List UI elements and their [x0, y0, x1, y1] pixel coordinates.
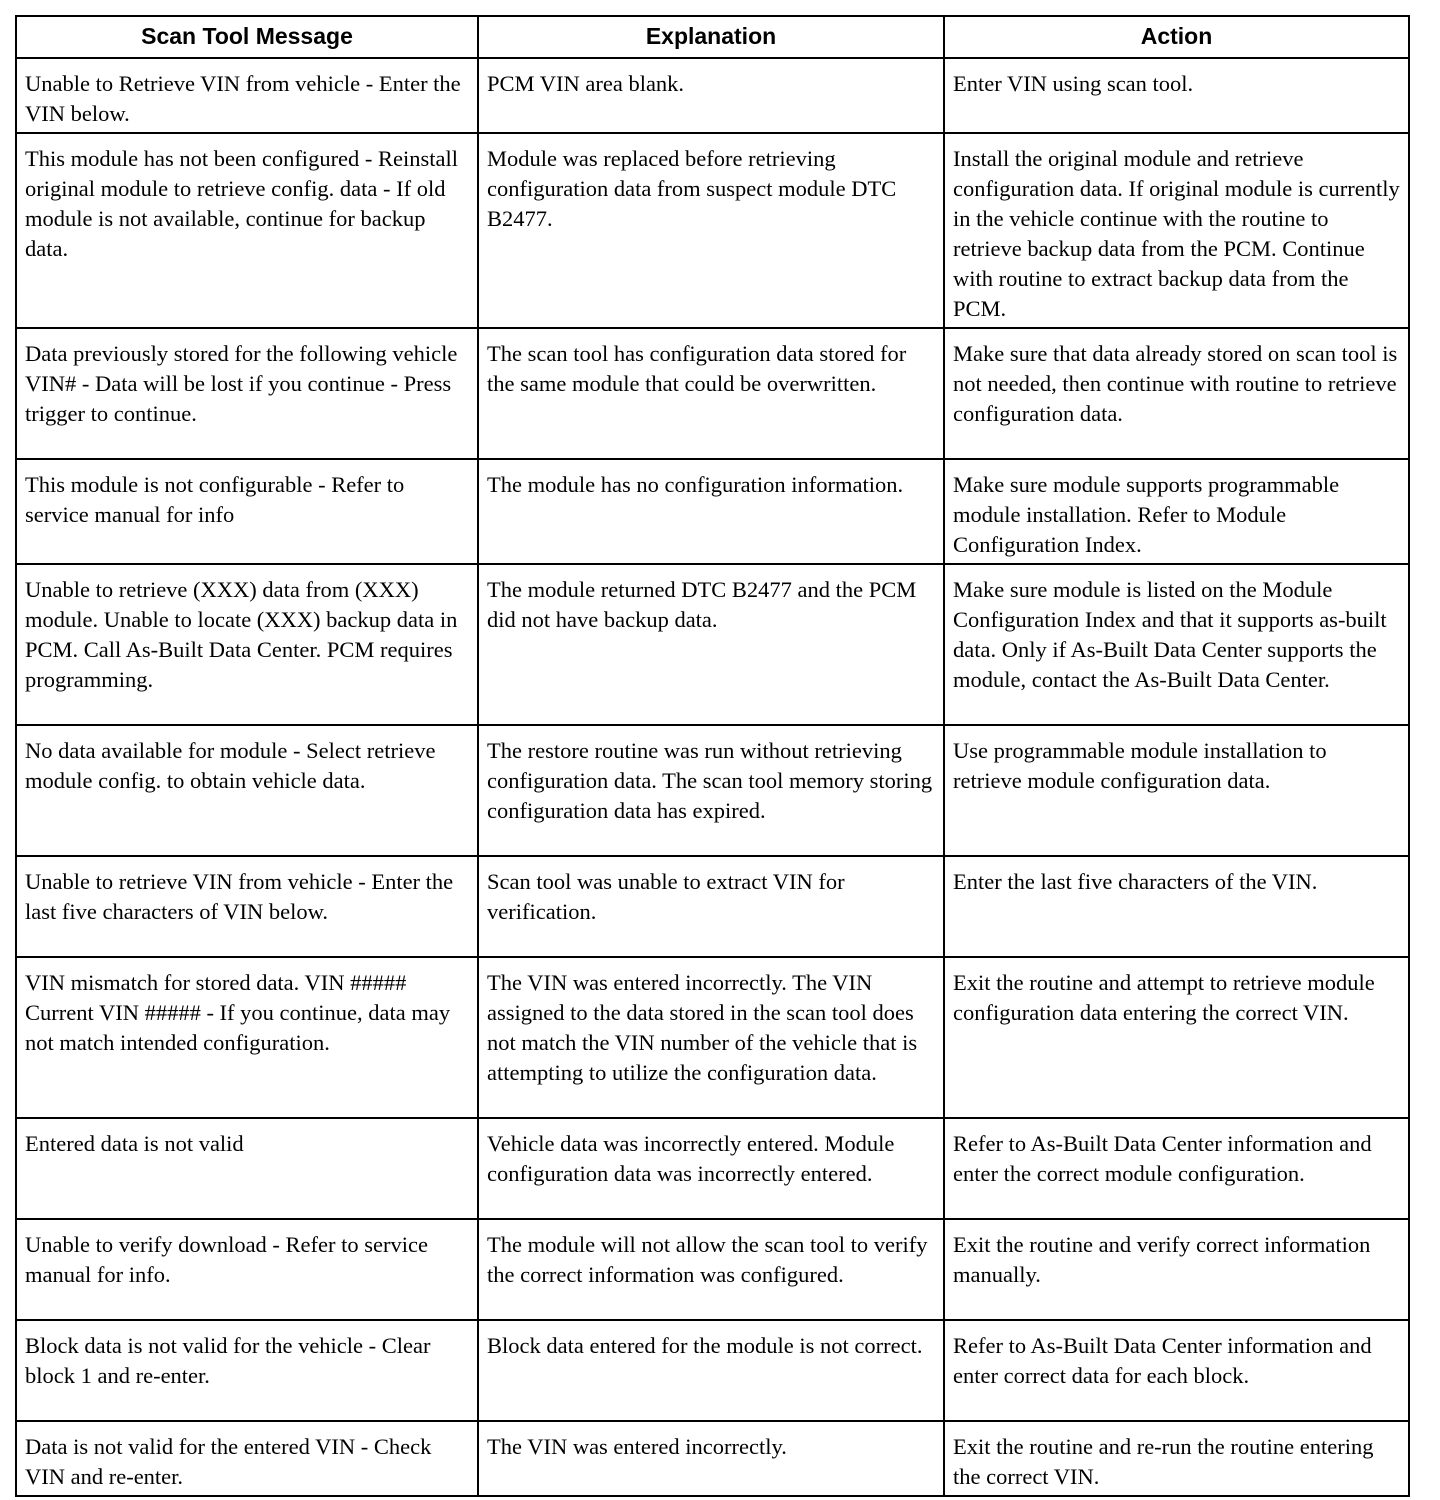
- scan-tool-message-table: [15, 15, 1410, 1497]
- explanation-cell: The VIN was entered incorrectly. The VIN assigned to the data stored in the scan tool does not match the VIN number of the vehicle that is attempting to utilize the configuration data.: [478, 957, 944, 1118]
- explanation-cell: Scan tool was unable to extract VIN for verification.: [478, 856, 944, 957]
- action-cell: Make sure module is listed on the Module Configuration Index and that it supports as-built data. Only if As-Built Data Center supports the module, contact the As-Built Data Center.: [944, 564, 1409, 725]
- action-cell: Enter the last five characters of the VIN.: [944, 856, 1409, 957]
- action-cell: Use programmable module installation to retrieve module configuration data.: [944, 725, 1409, 856]
- message-cell: This module is not configurable - Refer to service manual for info: [16, 459, 478, 564]
- table-row: [16, 133, 1409, 328]
- action-cell: Make sure module supports programmable module installation. Refer to Module Configuration Index.: [944, 459, 1409, 564]
- table-row: [16, 58, 1409, 133]
- action-cell: Enter VIN using scan tool.: [944, 58, 1409, 133]
- table-row: [16, 1219, 1409, 1320]
- header-action: Action: [944, 16, 1409, 58]
- explanation-cell: PCM VIN area blank.: [478, 58, 944, 133]
- explanation-cell: Module was replaced before retrieving configuration data from suspect module DTC B2477.: [478, 133, 944, 328]
- explanation-cell: The VIN was entered incorrectly.: [478, 1421, 944, 1496]
- message-cell: Unable to Retrieve VIN from vehicle - Enter the VIN below.: [16, 58, 478, 133]
- message-cell: Data previously stored for the following vehicle VIN# - Data will be lost if you continue - Press trigger to continue.: [16, 328, 478, 459]
- table-row: [16, 725, 1409, 856]
- explanation-cell: The module will not allow the scan tool to verify the correct information was configured.: [478, 1219, 944, 1320]
- message-cell: VIN mismatch for stored data. VIN ##### Current VIN ##### - If you continue, data may not match intended configuration.: [16, 957, 478, 1118]
- message-cell: Block data is not valid for the vehicle - Clear block 1 and re-enter.: [16, 1320, 478, 1421]
- action-cell: Exit the routine and attempt to retrieve module configuration data entering the correct VIN.: [944, 957, 1409, 1118]
- explanation-cell: The scan tool has configuration data stored for the same module that could be overwritten.: [478, 328, 944, 459]
- table-row: [16, 1320, 1409, 1421]
- action-cell: Refer to As-Built Data Center information and enter the correct module configuration.: [944, 1118, 1409, 1219]
- header-explanation: Explanation: [478, 16, 944, 58]
- table-row: [16, 1118, 1409, 1219]
- message-cell: This module has not been configured - Reinstall original module to retrieve config. data - If old module is not available, continue for backup data.: [16, 133, 478, 328]
- message-cell: Unable to verify download - Refer to service manual for info.: [16, 1219, 478, 1320]
- action-cell: Exit the routine and re-run the routine entering the correct VIN.: [944, 1421, 1409, 1496]
- message-cell: Entered data is not valid: [16, 1118, 478, 1219]
- table-row: [16, 459, 1409, 564]
- message-cell: No data available for module - Select retrieve module config. to obtain vehicle data.: [16, 725, 478, 856]
- explanation-cell: The module returned DTC B2477 and the PCM did not have backup data.: [478, 564, 944, 725]
- message-cell: Data is not valid for the entered VIN - Check VIN and re-enter.: [16, 1421, 478, 1496]
- explanation-cell: Block data entered for the module is not correct.: [478, 1320, 944, 1421]
- action-cell: Make sure that data already stored on scan tool is not needed, then continue with routine to retrieve configuration data.: [944, 328, 1409, 459]
- header-scan-tool-message: Scan Tool Message: [16, 16, 478, 58]
- explanation-cell: Vehicle data was incorrectly entered. Module configuration data was incorrectly entered.: [478, 1118, 944, 1219]
- explanation-cell: The restore routine was run without retrieving configuration data. The scan tool memory storing configuration data has expired.: [478, 725, 944, 856]
- explanation-cell: The module has no configuration information.: [478, 459, 944, 564]
- message-cell: Unable to retrieve VIN from vehicle - Enter the last five characters of VIN below.: [16, 856, 478, 957]
- action-cell: Refer to As-Built Data Center information and enter correct data for each block.: [944, 1320, 1409, 1421]
- message-cell: Unable to retrieve (XXX) data from (XXX) module. Unable to locate (XXX) backup data in PCM. Call As-Built Data Center. PCM requires programming.: [16, 564, 478, 725]
- table-row: [16, 564, 1409, 725]
- table-row: [16, 1421, 1409, 1496]
- action-cell: Install the original module and retrieve configuration data. If original module is currently in the vehicle continue with the routine to retrieve backup data from the PCM. Continue with routine to extract backup data from the PCM.: [944, 133, 1409, 328]
- table-row: [16, 856, 1409, 957]
- table-row: [16, 328, 1409, 459]
- action-cell: Exit the routine and verify correct information manually.: [944, 1219, 1409, 1320]
- table-row: [16, 957, 1409, 1118]
- table-header-row: [16, 16, 1409, 58]
